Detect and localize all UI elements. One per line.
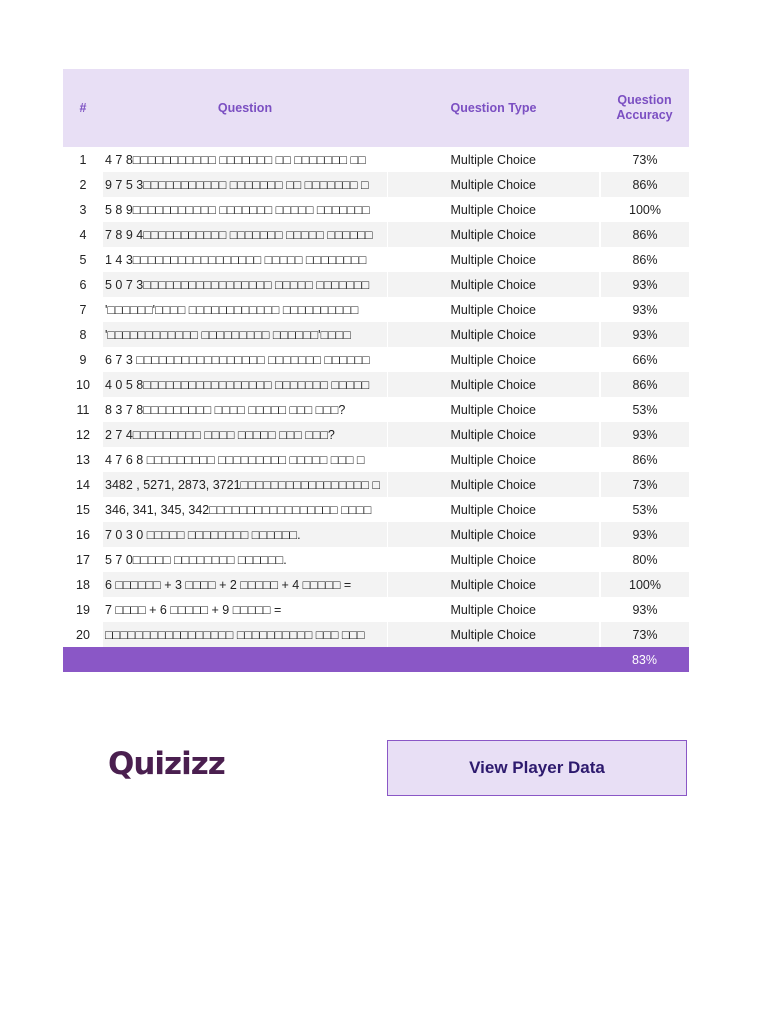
quizizz-logo [108,740,225,788]
total-row [63,647,689,672]
row-question: '□□□□□□'□□□□ □□□□□□□□□□□□ □□□□□□□□□□ [103,297,387,322]
total-accuracy: 83% [600,647,689,672]
row-question: 5 7 0□□□□□ □□□□□□□□ □□□□□□. [103,547,387,572]
row-accuracy: 86% [600,172,689,197]
row-question: 7 0 3 0 □□□□□ □□□□□□□□ □□□□□□. [103,522,387,547]
table-row [63,222,689,247]
row-accuracy: 86% [632,252,658,267]
row-question-type: Multiple Choice [387,397,600,422]
row-question: 6 □□□□□□ + 3 □□□□ + 2 □□□□□ + 4 □□□□□ = [103,572,387,597]
row-number: 17 [76,552,90,567]
table-row [63,397,689,422]
row-question: 346, 341, 345, 342□□□□□□□□□□□□□□□□□ □□□□ [103,497,387,522]
table-row [63,247,689,272]
total-spacer [387,647,600,672]
row-number: 14 [63,472,103,497]
total-spacer [63,647,103,672]
row-question: 4 7 6 8 □□□□□□□□□ □□□□□□□□□ □□□□□ □□□ □ [103,447,387,472]
row-accuracy: 73% [600,622,689,647]
row-question: 1 4 3□□□□□□□□□□□□□□□□□ □□□□□ □□□□□□□□ [103,247,387,272]
row-number: 5 [79,252,87,267]
row-accuracy: 73% [600,472,689,497]
row-question-type: Multiple Choice [387,422,600,447]
row-question: 2 7 4□□□□□□□□□ □□□□ □□□□□ □□□ □□□? [103,422,387,447]
row-question: 5 8 9□□□□□□□□□□□ □□□□□□□ □□□□□ □□□□□□□ [103,197,387,222]
total-spacer [103,647,387,672]
view-player-data-button[interactable] [387,740,687,796]
row-question: 4 7 8□□□□□□□□□□□ □□□□□□□ □□ □□□□□□□ □□ [103,147,387,172]
row-question-type: Multiple Choice [387,147,600,172]
row-number: 9 [79,352,87,367]
row-accuracy: 100% [600,572,689,597]
row-number: 8 [63,322,103,347]
table-row [63,322,689,347]
table-row [63,297,689,322]
row-question: 5 0 7 3□□□□□□□□□□□□□□□□□ □□□□□ □□□□□□□ [103,272,387,297]
table-row [63,572,689,597]
row-question: '□□□□□□□□□□□□ □□□□□□□□□ □□□□□□'□□□□ [103,322,387,347]
row-question: 4 0 5 8□□□□□□□□□□□□□□□□□ □□□□□□□ □□□□□ [103,372,387,397]
row-question-type: Multiple Choice [387,222,600,247]
row-accuracy: 93% [632,302,658,317]
header-question-type: Question Type [387,69,600,147]
header-question-accuracy [600,69,689,147]
row-accuracy: 93% [600,272,689,297]
row-question-type: Multiple Choice [387,447,600,472]
table-row [63,597,689,622]
header-accuracy-line1: Question [617,93,672,107]
row-number: 10 [63,372,103,397]
row-question-type: Multiple Choice [387,572,600,597]
question-report-table [63,69,689,672]
table-row [63,497,689,522]
table-row [63,472,689,497]
row-number: 12 [63,422,103,447]
row-question-type: Multiple Choice [387,522,600,547]
row-number: 1 [79,152,87,167]
row-accuracy: 93% [632,602,658,617]
row-accuracy: 86% [600,222,689,247]
table-row [63,147,689,172]
row-question-type: Multiple Choice [387,497,600,522]
row-accuracy: 80% [632,552,658,567]
row-accuracy: 93% [600,322,689,347]
row-question-type: Multiple Choice [387,247,600,272]
table-row [63,447,689,472]
row-question-type: Multiple Choice [387,372,600,397]
table-row [63,372,689,397]
row-accuracy: 86% [600,372,689,397]
row-number: 20 [63,622,103,647]
row-question: 8 3 7 8□□□□□□□□□ □□□□ □□□□□ □□□ □□□? [103,397,387,422]
row-question-type: Multiple Choice [387,197,600,222]
table-row [63,547,689,572]
row-question: 7 □□□□ + 6 □□□□□ + 9 □□□□□ = [103,597,387,622]
row-number: 15 [76,502,90,517]
row-number: 7 [79,302,87,317]
row-number: 19 [76,602,90,617]
table-row [63,172,689,197]
row-accuracy: 53% [632,402,658,417]
table-row [63,622,689,647]
table-header-row [63,69,689,147]
table-row [63,272,689,297]
row-accuracy: 93% [600,522,689,547]
row-number: 16 [63,522,103,547]
row-accuracy: 53% [632,502,658,517]
row-question: 6 7 3 □□□□□□□□□□□□□□□□□ □□□□□□□ □□□□□□ [103,347,387,372]
row-number: 13 [76,452,90,467]
row-question-type: Multiple Choice [387,472,600,497]
header-accuracy-line2: Accuracy [616,108,673,122]
row-accuracy: 100% [629,202,661,217]
row-question-type: Multiple Choice [387,622,600,647]
row-accuracy: 66% [632,352,658,367]
table-row [63,347,689,372]
header-number: # [63,69,103,147]
row-question-type: Multiple Choice [387,347,600,372]
questions-table [63,69,689,672]
header-question: Question [103,69,387,147]
row-question-type: Multiple Choice [387,297,600,322]
row-question-type: Multiple Choice [387,597,600,622]
row-accuracy: 86% [632,452,658,467]
row-question-type: Multiple Choice [387,322,600,347]
row-question: 7 8 9 4□□□□□□□□□□□ □□□□□□□ □□□□□ □□□□□□ [103,222,387,247]
row-accuracy: 93% [600,422,689,447]
row-number: 2 [63,172,103,197]
row-question: □□□□□□□□□□□□□□□□□ □□□□□□□□□□ □□□ □□□ [103,622,387,647]
table-row [63,422,689,447]
row-question-type: Multiple Choice [387,547,600,572]
row-question-type: Multiple Choice [387,172,600,197]
row-question-type: Multiple Choice [387,272,600,297]
row-question: 3482 , 5271, 2873, 3721□□□□□□□□□□□□□□□□□ □ [103,472,387,497]
row-number: 3 [79,202,87,217]
row-number: 11 [76,402,90,417]
logo-text: Quizizz [108,746,225,782]
row-question: 9 7 5 3□□□□□□□□□□□ □□□□□□□ □□ □□□□□□□ □ [103,172,387,197]
row-accuracy: 73% [632,152,658,167]
row-number: 4 [63,222,103,247]
table-row [63,522,689,547]
view-player-data-label: View Player Data [469,758,605,777]
table-row [63,197,689,222]
row-number: 18 [63,572,103,597]
row-number: 6 [63,272,103,297]
